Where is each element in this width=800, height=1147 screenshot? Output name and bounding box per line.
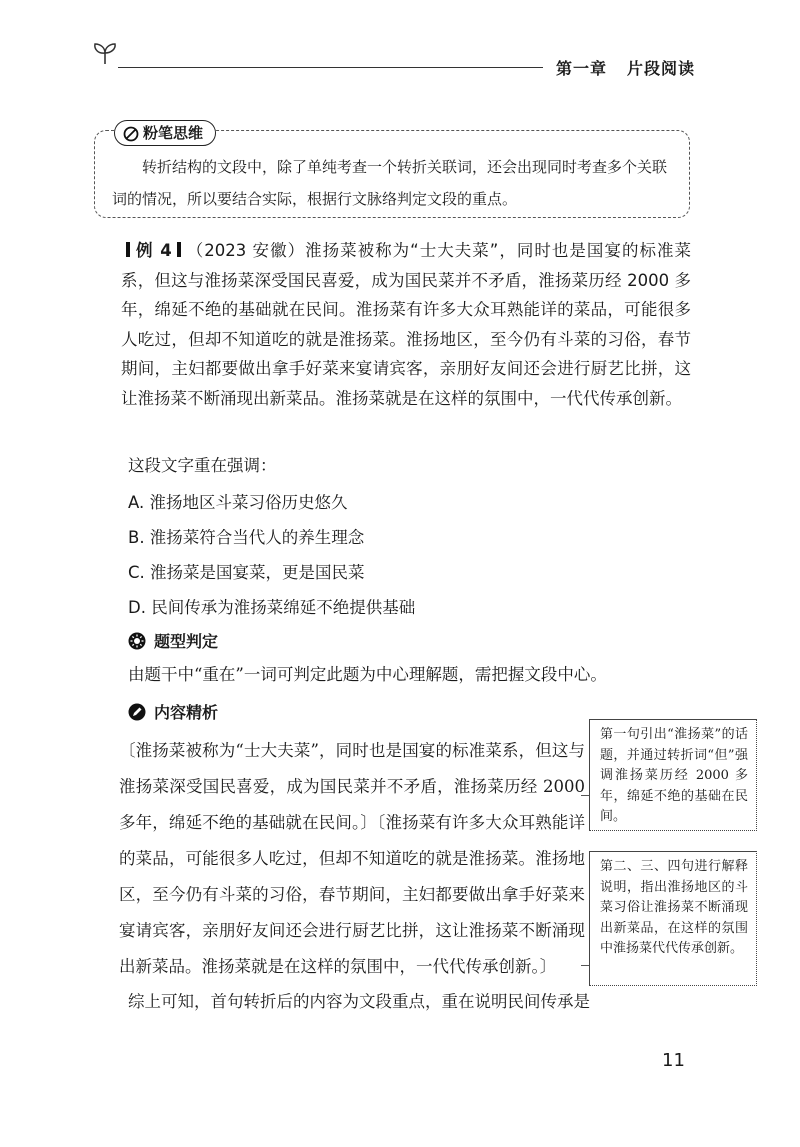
- bar-mark: [126, 242, 130, 257]
- section-label: 片段阅读: [627, 59, 696, 78]
- running-header: [556, 56, 695, 79]
- margin-note-1: 第一句引出“淮扬菜”的话题，并通过转折词“但”强调淮扬菜历经 2000 多年，绵延不绝的基础在民间。: [589, 719, 757, 831]
- tip-badge-label: 粉笔思维: [143, 124, 204, 142]
- question-stem: 这段文字重在强调：: [128, 456, 277, 475]
- note-connector: [581, 965, 589, 966]
- judge-text: 由题干中“重在”一词可判定此题为中心理解题，需把握文段中心。: [128, 665, 607, 684]
- chapter-label: 第一章: [556, 59, 608, 78]
- example-label: [121, 241, 186, 260]
- judge-title: [128, 629, 218, 652]
- summary-text: 综上可知，首句转折后的内容为文段重点，重在说明民间传承是: [128, 992, 590, 1011]
- page-number: 11: [662, 1050, 685, 1071]
- option-a: A. 淮扬地区斗菜习俗历史悠久: [128, 493, 348, 512]
- analysis-title: [128, 700, 218, 723]
- option-c: C. 淮扬菜是国宴菜，更是国民菜: [128, 563, 365, 582]
- pencil-icon: [128, 703, 154, 722]
- example-paragraph: [121, 236, 691, 413]
- judge-title-text: 题型判定: [154, 632, 219, 651]
- margin-note-2: 第二、三、四句进行解释说明，指出淮扬地区的斗菜习俗让淮扬菜不断涌现出新菜品，在这样的氛围中淮扬菜代代传承创新。: [589, 851, 757, 986]
- no-symbol-icon: [123, 124, 143, 142]
- analysis-paragraph: [119, 733, 585, 985]
- sun-icon: [128, 632, 154, 651]
- tip-badge: [114, 120, 216, 146]
- analysis-part1: 〔淮扬菜被称为“士大夫菜”，同时也是国宴的标准菜系，但这与淮扬菜深受国民喜爱，成为国民菜并不矛盾，淮扬菜历经 2000 多年，绵延不绝的基础就在民间。〕: [119, 741, 585, 832]
- example-body: （2023 安徽）淮扬菜被称为“士大夫菜”，同时也是国宴的标准菜系，但这与淮扬菜深受国民喜爱，成为国民菜并不矛盾，淮扬菜历经 2000 多年，绵延不绝的基础就在民间。淮扬菜有许多大众耳熟能详的菜品，可能很多人吃过，但却不知道吃的就是淮扬菜。淮扬地区，至今仍有斗菜的习俗，春节期间，主妇都要做出拿手好菜来宴请宾客，亲朋好友间还会进行厨艺比拼，这让淮扬菜不断涌现出新菜品。淮扬菜就是在这样的氛围中，一代代传承创新。: [121, 241, 691, 408]
- tip-text: 转折结构的文段中，除了单纯考查一个转折关联词，还会出现同时考查多个关联词的情况，所以要结合实际，根据行文脉络判定文段的重点。: [112, 158, 668, 208]
- bar-mark: [177, 242, 181, 257]
- header-rule: [118, 67, 543, 68]
- analysis-title-text: 内容精析: [154, 703, 219, 722]
- sprout-icon: [92, 40, 118, 70]
- analysis-part2: 〔淮扬菜有许多大众耳熟能详的菜品，可能很多人吃过，但却不知道吃的就是淮扬菜。淮扬地区，至今仍有斗菜的习俗，春节期间，主妇都要做出拿手好菜来宴请宾客，亲朋好友间还会进行厨艺比拼，这让淮扬菜不断涌现出新菜品。淮扬菜就是在这样的氛围中，一代代传承创新。〕: [119, 813, 586, 976]
- example-label-text: 例 4: [135, 241, 172, 260]
- note-connector: [581, 795, 589, 796]
- option-d: D. 民间传承为淮扬菜绵延不绝提供基础: [128, 598, 416, 617]
- option-b: B. 淮扬菜符合当代人的养生理念: [128, 528, 365, 547]
